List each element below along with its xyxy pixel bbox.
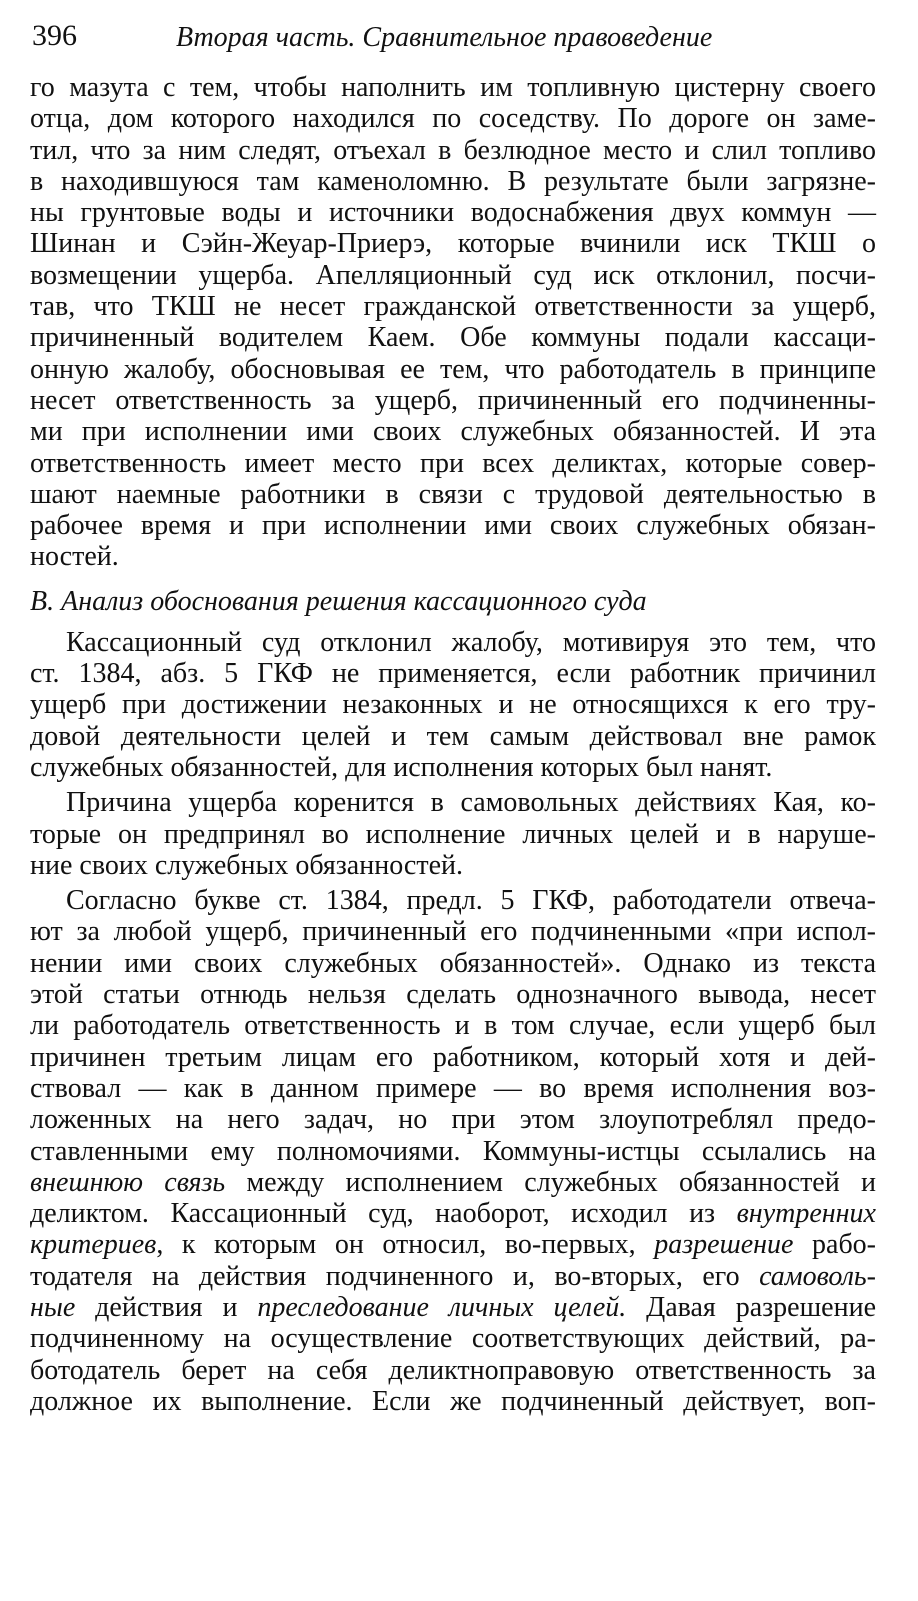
paragraph-continuation xyxy=(30,72,876,573)
text-line: го мазута с тем, чтобы наполнить им топливную цистерну своего xyxy=(30,72,876,103)
text-line: этой статьи отнюдь нельзя сделать однозначного вывода, несет xyxy=(30,979,876,1011)
emphasis: преследование личных целей. xyxy=(257,1291,627,1323)
emphasis: внешнюю связь xyxy=(30,1166,226,1198)
text-line: довой деятельности целей и тем самым действовал вне рамок xyxy=(30,720,876,752)
text-line: ст. 1384, абз. 5 ГКФ не применяется, если работник причинил xyxy=(30,658,876,690)
text-line: шают наемные работники в связи с трудовой деятельностью в xyxy=(30,478,876,510)
text-line xyxy=(30,1229,876,1260)
text-line: причиненный водителем Каем. Обе коммуны подали кассаци- xyxy=(30,322,876,354)
text-line: ли работодатель ответственность и в том случае, если ущерб был xyxy=(30,1010,876,1042)
text-line: онную жалобу, обосновывая ее тем, что работодатель в принципе xyxy=(30,353,876,385)
text-line: несет ответственность за ущерб, причиненный его подчиненны- xyxy=(30,384,876,416)
text-line: нении ими своих служебных обязанностей». Однако из текста xyxy=(30,947,876,979)
text-line xyxy=(30,1198,876,1229)
emphasis: критериев xyxy=(30,1229,157,1261)
section-heading: B. Анализ обоснования решения кассационного суда xyxy=(30,585,647,617)
text-line: ностей. xyxy=(30,541,119,573)
text-run: рабо- xyxy=(793,1229,877,1261)
text-line: в находившуюся там каменоломню. В результате были загрязне- xyxy=(30,165,876,197)
text-run: действия и xyxy=(75,1291,258,1323)
text-run: тодателя на действия подчиненного и, во-вторых, его xyxy=(30,1260,760,1292)
text-run: , к которым он относил, во-первых, xyxy=(156,1229,655,1261)
text-line: ущерб при достижении незаконных и не относящихся к его тру- xyxy=(30,689,876,721)
text-line xyxy=(30,1167,876,1198)
text-line: ответственность имеет место при всех деликтах, которые совер- xyxy=(30,447,876,479)
emphasis: разрешение xyxy=(654,1229,794,1261)
text-line: ми при исполнении ими своих служебных обязанностей. И эта xyxy=(30,416,876,448)
running-title: Вторая часть. Сравнительное правоведение xyxy=(176,22,713,53)
book-page xyxy=(30,18,876,1417)
text-line: Шинан и Сэйн-Жеуар-Приерэ, которые вчинили иск ТКШ о xyxy=(30,228,876,260)
page-number: 396 xyxy=(32,19,77,52)
emphasis: внутренних xyxy=(736,1198,876,1230)
text-line: служебных обязанностей, для исполнения которых был нанят. xyxy=(30,751,773,783)
text-line: Согласно букве ст. 1384, предл. 5 ГКФ, работодатели отвеча- xyxy=(66,885,876,917)
text-line: ставленными ему полномочиями. Коммуны-истцы ссылались на xyxy=(30,1135,876,1167)
text-line: возмещении ущерба. Апелляционный суд иск отклонил, посчи- xyxy=(30,259,876,291)
text-line: тав, что ТКШ не несет гражданской ответственности за ущерб, xyxy=(30,291,876,323)
text-line: ют за любой ущерб, причиненный его подчиненными «при испол- xyxy=(30,916,876,948)
text-line: ботодатель берет на себя деликтноправовую ответственность за xyxy=(30,1354,876,1386)
text-line: торые он предпринял во исполнение личных целей и в наруше- xyxy=(30,818,876,850)
paragraph xyxy=(30,627,876,783)
text-line: подчиненному на осуществление соответствующих действий, ра- xyxy=(30,1323,876,1355)
text-line: должное их выполнение. Если же подчиненный действует, воп- xyxy=(30,1385,876,1417)
body-text xyxy=(30,72,876,1417)
text-line: ние своих служебных обязанностей. xyxy=(30,849,463,881)
emphasis: самоволь- xyxy=(759,1260,876,1292)
text-line: Причина ущерба коренится в самовольных действиях Кая, ко- xyxy=(66,787,876,819)
paragraph xyxy=(30,787,876,881)
text-run: между исполнением служебных обязанностей и xyxy=(225,1166,876,1198)
text-line xyxy=(30,1261,876,1292)
emphasis: ные xyxy=(30,1291,76,1323)
paragraph xyxy=(30,885,876,1417)
text-run: Давая разрешение xyxy=(626,1291,876,1323)
text-line: ны грунтовые воды и источники водоснабжения двух коммун — xyxy=(30,197,876,229)
text-line xyxy=(30,1292,876,1323)
text-line: тил, что за ним следят, отъехал в безлюдное место и слил топливо xyxy=(30,134,876,166)
running-head xyxy=(30,18,876,58)
text-line: рабочее время и при исполнении ими своих служебных обязан- xyxy=(30,510,876,542)
text-line: ложенных на него задач, но при этом злоупотреблял предо- xyxy=(30,1104,876,1136)
text-line: отца, дом которого находился по соседству. По дороге он заме- xyxy=(30,103,876,135)
text-run: деликтом. Кассационный суд, наоборот, исходил из xyxy=(30,1198,737,1230)
text-line: Кассационный суд отклонил жалобу, мотивируя это тем, что xyxy=(66,626,876,658)
text-line: ствовал — как в данном примере — во время исполнения воз- xyxy=(30,1072,876,1104)
text-line: причинен третьим лицам его работником, который хотя и дей- xyxy=(30,1041,876,1073)
